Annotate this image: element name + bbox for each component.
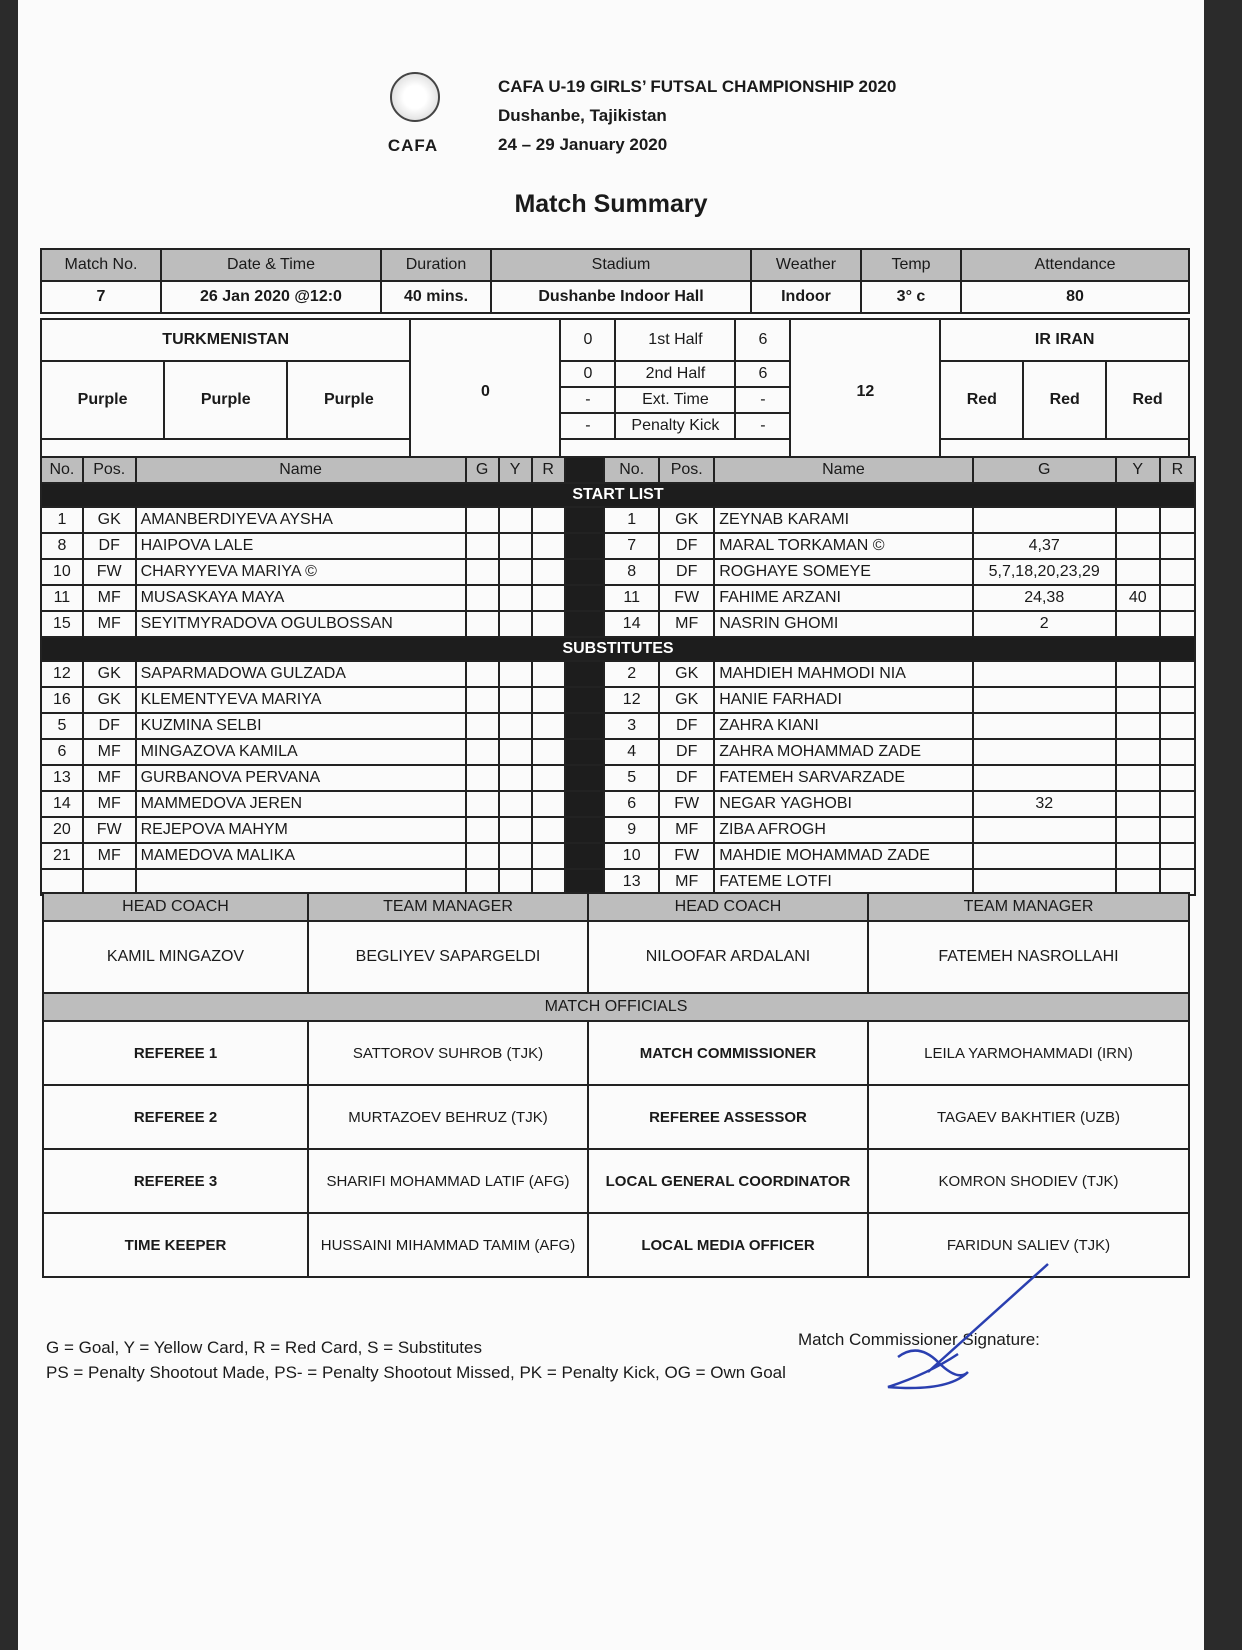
info-value: 80 bbox=[961, 281, 1189, 313]
col-pos: Pos. bbox=[659, 457, 714, 483]
period-home-score: - bbox=[560, 387, 615, 413]
player-pos: FW bbox=[659, 791, 714, 817]
dates: 24 – 29 January 2020 bbox=[498, 135, 668, 154]
player-no: 13 bbox=[604, 869, 659, 895]
player-name: NASRIN GHOMI bbox=[714, 611, 973, 637]
yellow-cell bbox=[1116, 843, 1160, 869]
player-no: 6 bbox=[604, 791, 659, 817]
player-no: 14 bbox=[604, 611, 659, 637]
player-pos: MF bbox=[659, 611, 714, 637]
goals-cell bbox=[466, 533, 499, 559]
goals-cell bbox=[466, 713, 499, 739]
player-pos: GK bbox=[83, 687, 136, 713]
divider bbox=[565, 843, 605, 869]
home-team-name: TURKMENISTAN bbox=[41, 319, 410, 361]
goals-cell: 32 bbox=[973, 791, 1116, 817]
official-role: LOCAL MEDIA OFFICER bbox=[588, 1213, 868, 1277]
player-name: HAIPOVA LALE bbox=[136, 533, 466, 559]
player-no: 8 bbox=[604, 559, 659, 585]
goals-cell: 4,37 bbox=[973, 533, 1116, 559]
goals-cell bbox=[466, 611, 499, 637]
player-no: 16 bbox=[41, 687, 83, 713]
official-name: SHARIFI MOHAMMAD LATIF (AFG) bbox=[308, 1149, 588, 1213]
away-team-name: IR IRAN bbox=[940, 319, 1189, 361]
col-y: Y bbox=[1116, 457, 1160, 483]
player-no: 9 bbox=[604, 817, 659, 843]
yellow-cell bbox=[1116, 713, 1160, 739]
player-pos: MF bbox=[659, 817, 714, 843]
match-summary-sheet bbox=[18, 0, 1204, 1650]
player-no: 13 bbox=[41, 765, 83, 791]
table-row bbox=[41, 817, 1195, 843]
yellow-cell bbox=[499, 791, 532, 817]
yellow-cell bbox=[1116, 559, 1160, 585]
divider bbox=[565, 661, 605, 687]
player-pos: MF bbox=[659, 869, 714, 895]
player-no: 12 bbox=[41, 661, 83, 687]
yellow-cell bbox=[1116, 817, 1160, 843]
start-list-header: START LIST bbox=[41, 483, 1195, 507]
divider bbox=[565, 817, 605, 843]
player-no: 12 bbox=[604, 687, 659, 713]
staff-name: KAMIL MINGAZOV bbox=[43, 921, 308, 993]
col-pos: Pos. bbox=[83, 457, 136, 483]
player-name: SEYITMYRADOVA OGULBOSSAN bbox=[136, 611, 466, 637]
official-name: FARIDUN SALIEV (TJK) bbox=[868, 1213, 1189, 1277]
red-cell bbox=[532, 687, 565, 713]
legend-line: G = Goal, Y = Yellow Card, R = Red Card, S = Substitutes bbox=[46, 1338, 482, 1357]
col-name: Name bbox=[714, 457, 973, 483]
yellow-cell bbox=[1116, 765, 1160, 791]
official-row bbox=[43, 1021, 1189, 1085]
red-cell bbox=[1160, 739, 1195, 765]
red-cell bbox=[1160, 687, 1195, 713]
player-pos: FW bbox=[659, 585, 714, 611]
player-name: ZIBA AFROGH bbox=[714, 817, 973, 843]
player-no: 8 bbox=[41, 533, 83, 559]
player-no: 21 bbox=[41, 843, 83, 869]
divider bbox=[565, 765, 605, 791]
red-cell bbox=[532, 817, 565, 843]
goals-cell bbox=[466, 739, 499, 765]
goals-cell bbox=[973, 817, 1116, 843]
player-pos: GK bbox=[659, 661, 714, 687]
goals-cell bbox=[466, 507, 499, 533]
official-name: KOMRON SHODIEV (TJK) bbox=[868, 1149, 1189, 1213]
red-cell bbox=[1160, 533, 1195, 559]
goals-cell bbox=[973, 661, 1116, 687]
official-name: TAGAEV BAKHTIER (UZB) bbox=[868, 1085, 1189, 1149]
goals-cell bbox=[973, 507, 1116, 533]
col-name: Name bbox=[136, 457, 466, 483]
divider bbox=[565, 687, 605, 713]
away-color: Red bbox=[940, 361, 1023, 439]
player-no: 15 bbox=[41, 611, 83, 637]
staff-label: TEAM MANAGER bbox=[308, 893, 588, 921]
table-row bbox=[41, 687, 1195, 713]
player-pos: DF bbox=[83, 533, 136, 559]
player-no: 6 bbox=[41, 739, 83, 765]
red-cell bbox=[1160, 765, 1195, 791]
player-no: 11 bbox=[604, 585, 659, 611]
player-pos: MF bbox=[83, 843, 136, 869]
divider bbox=[565, 559, 605, 585]
table-row bbox=[41, 765, 1195, 791]
info-label: Stadium bbox=[491, 249, 751, 281]
player-name: MUSASKAYA MAYA bbox=[136, 585, 466, 611]
goals-cell bbox=[466, 687, 499, 713]
yellow-cell bbox=[499, 507, 532, 533]
yellow-cell bbox=[499, 533, 532, 559]
period-home-score: - bbox=[560, 413, 615, 439]
yellow-cell bbox=[499, 817, 532, 843]
player-name: GURBANOVA PERVANA bbox=[136, 765, 466, 791]
player-no: 10 bbox=[41, 559, 83, 585]
red-cell bbox=[1160, 843, 1195, 869]
player-pos: MF bbox=[83, 611, 136, 637]
player-pos: GK bbox=[83, 661, 136, 687]
player-pos: FW bbox=[659, 843, 714, 869]
official-role: LOCAL GENERAL COORDINATOR bbox=[588, 1149, 868, 1213]
player-pos: DF bbox=[83, 713, 136, 739]
official-role: REFEREE ASSESSOR bbox=[588, 1085, 868, 1149]
staff-label: TEAM MANAGER bbox=[868, 893, 1189, 921]
red-cell bbox=[1160, 559, 1195, 585]
away-total-score: 12 bbox=[790, 319, 940, 465]
goals-cell bbox=[466, 843, 499, 869]
player-name: FATEMEH SARVARZADE bbox=[714, 765, 973, 791]
player-name: ROGHAYE SOMEYE bbox=[714, 559, 973, 585]
goals-cell bbox=[973, 843, 1116, 869]
period-label: 2nd Half bbox=[615, 361, 735, 387]
cafa-logo bbox=[368, 70, 458, 166]
period-away-score: - bbox=[735, 413, 790, 439]
yellow-cell bbox=[1116, 687, 1160, 713]
player-pos: FW bbox=[83, 817, 136, 843]
championship-title: CAFA U-19 GIRLS’ FUTSAL CHAMPIONSHIP 2020 bbox=[498, 77, 897, 96]
yellow-cell bbox=[499, 559, 532, 585]
home-color: Purple bbox=[41, 361, 164, 439]
yellow-cell bbox=[499, 661, 532, 687]
info-value: Dushanbe Indoor Hall bbox=[491, 281, 751, 313]
col-g: G bbox=[973, 457, 1116, 483]
staff-name: FATEMEH NASROLLAHI bbox=[868, 921, 1189, 993]
table-row bbox=[41, 713, 1195, 739]
header bbox=[18, 60, 1204, 180]
info-label: Weather bbox=[751, 249, 861, 281]
signature-label: Match Commissioner Signature: bbox=[798, 1330, 1040, 1349]
yellow-cell bbox=[499, 765, 532, 791]
info-label: Match No. bbox=[41, 249, 161, 281]
goals-cell bbox=[466, 817, 499, 843]
info-label: Duration bbox=[381, 249, 491, 281]
table-row bbox=[41, 585, 1195, 611]
player-no: 11 bbox=[41, 585, 83, 611]
period-label: 1st Half bbox=[615, 319, 735, 361]
info-value: 26 Jan 2020 @12:0 bbox=[161, 281, 381, 313]
player-name: MAMMEDOVA JEREN bbox=[136, 791, 466, 817]
divider bbox=[565, 739, 605, 765]
period-away-score: - bbox=[735, 387, 790, 413]
official-name: MURTAZOEV BEHRUZ (TJK) bbox=[308, 1085, 588, 1149]
championship-info bbox=[498, 72, 896, 159]
player-pos: GK bbox=[659, 687, 714, 713]
player-name: ZAHRA KIANI bbox=[714, 713, 973, 739]
col-no: No. bbox=[41, 457, 83, 483]
col-y: Y bbox=[499, 457, 532, 483]
goals-cell bbox=[973, 765, 1116, 791]
red-cell bbox=[532, 507, 565, 533]
player-no: 3 bbox=[604, 713, 659, 739]
red-cell bbox=[532, 611, 565, 637]
official-role: REFEREE 3 bbox=[43, 1149, 308, 1213]
official-name: HUSSAINI MIHAMMAD TAMIM (AFG) bbox=[308, 1213, 588, 1277]
goals-cell bbox=[466, 585, 499, 611]
official-name: LEILA YARMOHAMMADI (IRN) bbox=[868, 1021, 1189, 1085]
period-home-score: 0 bbox=[560, 361, 615, 387]
away-color: Red bbox=[1023, 361, 1106, 439]
match-info-table bbox=[40, 248, 1190, 314]
goals-cell bbox=[973, 687, 1116, 713]
legend-line: PS = Penalty Shootout Made, PS- = Penalty Shootout Missed, PK = Penalty Kick, OG = Own Goal bbox=[46, 1363, 786, 1382]
player-name: MAHDIE MOHAMMAD ZADE bbox=[714, 843, 973, 869]
home-total-score: 0 bbox=[410, 319, 560, 465]
page-title: Match Summary bbox=[514, 190, 708, 218]
player-name: NEGAR YAGHOBI bbox=[714, 791, 973, 817]
red-cell bbox=[532, 739, 565, 765]
player-pos: GK bbox=[659, 507, 714, 533]
yellow-cell: 40 bbox=[1116, 585, 1160, 611]
col-r: R bbox=[1160, 457, 1195, 483]
table-row bbox=[41, 611, 1195, 637]
home-color: Purple bbox=[287, 361, 410, 439]
player-name: AMANBERDIYEVA AYSHA bbox=[136, 507, 466, 533]
table-row bbox=[41, 843, 1195, 869]
official-role: TIME KEEPER bbox=[43, 1213, 308, 1277]
yellow-cell bbox=[499, 585, 532, 611]
goals-cell bbox=[973, 739, 1116, 765]
red-cell bbox=[532, 533, 565, 559]
red-cell bbox=[532, 559, 565, 585]
red-cell bbox=[1160, 817, 1195, 843]
staff-name: NILOOFAR ARDALANI bbox=[588, 921, 868, 993]
divider bbox=[565, 791, 605, 817]
player-name: HANIE FARHADI bbox=[714, 687, 973, 713]
goals-cell bbox=[466, 559, 499, 585]
yellow-cell bbox=[1116, 533, 1160, 559]
player-no: 20 bbox=[41, 817, 83, 843]
info-value: 3° c bbox=[861, 281, 961, 313]
table-row bbox=[41, 739, 1195, 765]
red-cell bbox=[532, 765, 565, 791]
yellow-cell bbox=[1116, 507, 1160, 533]
player-name: MARAL TORKAMAN © bbox=[714, 533, 973, 559]
goals-cell: 2 bbox=[973, 611, 1116, 637]
player-name: REJEPOVA MAHYM bbox=[136, 817, 466, 843]
official-role: MATCH COMMISSIONER bbox=[588, 1021, 868, 1085]
divider bbox=[565, 507, 605, 533]
yellow-cell bbox=[499, 611, 532, 637]
yellow-cell bbox=[499, 713, 532, 739]
goals-cell bbox=[466, 791, 499, 817]
info-label: Date & Time bbox=[161, 249, 381, 281]
yellow-cell bbox=[1116, 739, 1160, 765]
player-name: ZEYNAB KARAMI bbox=[714, 507, 973, 533]
info-value: 40 mins. bbox=[381, 281, 491, 313]
legend bbox=[46, 1335, 786, 1385]
player-name: MAMEDOVA MALIKA bbox=[136, 843, 466, 869]
red-cell bbox=[532, 585, 565, 611]
logo-text: CAFA bbox=[387, 136, 439, 155]
info-value: Indoor bbox=[751, 281, 861, 313]
red-cell bbox=[532, 843, 565, 869]
player-pos: FW bbox=[83, 559, 136, 585]
red-cell bbox=[532, 791, 565, 817]
player-no: 1 bbox=[41, 507, 83, 533]
yellow-cell bbox=[499, 843, 532, 869]
player-no: 10 bbox=[604, 843, 659, 869]
player-name: KLEMENTYEVA MARIYA bbox=[136, 687, 466, 713]
official-row bbox=[43, 1085, 1189, 1149]
substitutes-header: SUBSTITUTES bbox=[41, 637, 1195, 661]
divider bbox=[565, 457, 605, 483]
table-row bbox=[41, 661, 1195, 687]
score-table bbox=[40, 318, 1190, 466]
goals-cell: 5,7,18,20,23,29 bbox=[973, 559, 1116, 585]
red-cell bbox=[1160, 713, 1195, 739]
red-cell bbox=[1160, 791, 1195, 817]
player-pos: MF bbox=[83, 765, 136, 791]
player-no: 1 bbox=[604, 507, 659, 533]
info-label: Temp bbox=[861, 249, 961, 281]
col-r: R bbox=[532, 457, 565, 483]
red-cell bbox=[1160, 585, 1195, 611]
player-no: 5 bbox=[41, 713, 83, 739]
divider bbox=[565, 713, 605, 739]
staff-label: HEAD COACH bbox=[588, 893, 868, 921]
player-name: FATEME LOTFI bbox=[714, 869, 973, 895]
player-no: 2 bbox=[604, 661, 659, 687]
red-cell bbox=[1160, 507, 1195, 533]
player-pos: DF bbox=[659, 559, 714, 585]
player-pos: DF bbox=[659, 713, 714, 739]
yellow-cell bbox=[1116, 661, 1160, 687]
player-name: MINGAZOVA KAMILA bbox=[136, 739, 466, 765]
goals-cell bbox=[973, 713, 1116, 739]
col-g: G bbox=[466, 457, 499, 483]
table-row bbox=[41, 559, 1195, 585]
divider bbox=[565, 585, 605, 611]
table-row bbox=[41, 533, 1195, 559]
football-icon bbox=[390, 72, 440, 122]
player-pos: DF bbox=[659, 765, 714, 791]
goals-cell: 24,38 bbox=[973, 585, 1116, 611]
info-value: 7 bbox=[41, 281, 161, 313]
period-label: Ext. Time bbox=[615, 387, 735, 413]
player-no: 7 bbox=[604, 533, 659, 559]
player-pos: MF bbox=[83, 791, 136, 817]
red-cell bbox=[1160, 661, 1195, 687]
red-cell bbox=[532, 713, 565, 739]
divider bbox=[565, 533, 605, 559]
yellow-cell bbox=[499, 687, 532, 713]
official-role: REFEREE 1 bbox=[43, 1021, 308, 1085]
home-color: Purple bbox=[164, 361, 287, 439]
staff-label: HEAD COACH bbox=[43, 893, 308, 921]
yellow-cell bbox=[1116, 791, 1160, 817]
player-pos: MF bbox=[83, 585, 136, 611]
table-row bbox=[41, 507, 1195, 533]
period-away-score: 6 bbox=[735, 319, 790, 361]
staff-table bbox=[42, 892, 1190, 1278]
player-name: FAHIME ARZANI bbox=[714, 585, 973, 611]
official-row bbox=[43, 1149, 1189, 1213]
player-pos: MF bbox=[83, 739, 136, 765]
official-role: REFEREE 2 bbox=[43, 1085, 308, 1149]
divider bbox=[565, 611, 605, 637]
red-cell bbox=[1160, 611, 1195, 637]
player-no: 5 bbox=[604, 765, 659, 791]
period-away-score: 6 bbox=[735, 361, 790, 387]
goals-cell bbox=[466, 661, 499, 687]
player-name: CHARYYEVA MARIYA © bbox=[136, 559, 466, 585]
red-cell bbox=[532, 661, 565, 687]
goals-cell bbox=[466, 765, 499, 791]
player-pos: DF bbox=[659, 739, 714, 765]
player-name: MAHDIEH MAHMODI NIA bbox=[714, 661, 973, 687]
yellow-cell bbox=[499, 739, 532, 765]
info-label: Attendance bbox=[961, 249, 1189, 281]
yellow-cell bbox=[1116, 611, 1160, 637]
period-home-score: 0 bbox=[560, 319, 615, 361]
player-name: KUZMINA SELBI bbox=[136, 713, 466, 739]
table-row bbox=[41, 791, 1195, 817]
player-name: ZAHRA MOHAMMAD ZADE bbox=[714, 739, 973, 765]
player-pos: GK bbox=[83, 507, 136, 533]
signature-icon bbox=[858, 1262, 1058, 1402]
player-no: 14 bbox=[41, 791, 83, 817]
officials-title: MATCH OFFICIALS bbox=[43, 993, 1189, 1021]
official-name: SATTOROV SUHROB (TJK) bbox=[308, 1021, 588, 1085]
away-color: Red bbox=[1106, 361, 1189, 439]
player-pos: DF bbox=[659, 533, 714, 559]
player-name: SAPARMADOWA GULZADA bbox=[136, 661, 466, 687]
staff-name: BEGLIYEV SAPARGELDI bbox=[308, 921, 588, 993]
col-no: No. bbox=[604, 457, 659, 483]
player-no: 4 bbox=[604, 739, 659, 765]
location: Dushanbe, Tajikistan bbox=[498, 106, 667, 125]
period-label: Penalty Kick bbox=[615, 413, 735, 439]
rosters-table bbox=[40, 456, 1196, 896]
